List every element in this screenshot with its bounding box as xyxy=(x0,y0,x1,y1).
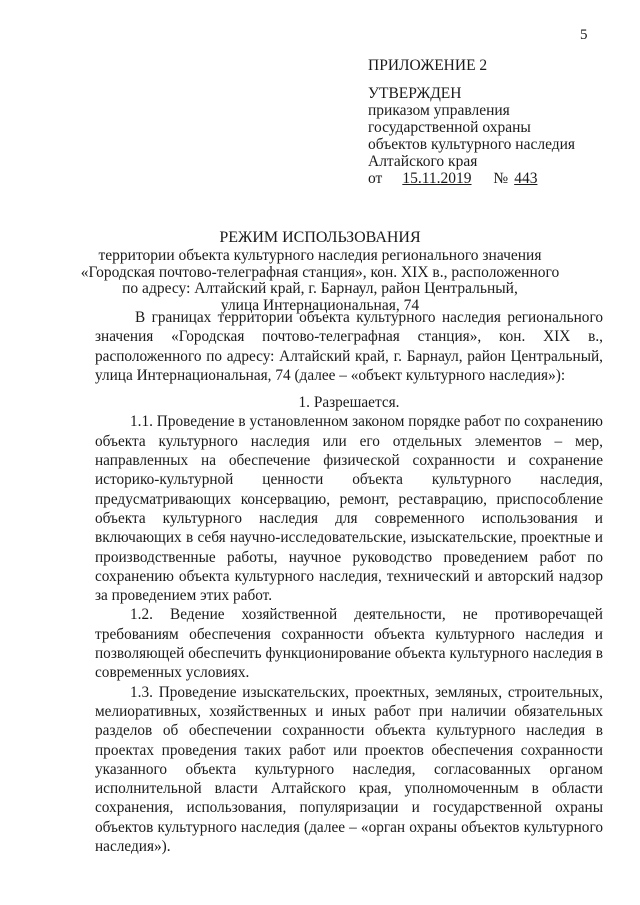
approval-line: объектов культурного наследия xyxy=(368,136,576,153)
appendix-label: ПРИЛОЖЕНИЕ 2 xyxy=(368,57,488,74)
number-prefix: № xyxy=(493,170,509,187)
document-title: РЕЖИМ ИСПОЛЬЗОВАНИЯ xyxy=(219,229,421,246)
item-paragraph: 1.3. Проведение изыскательских, проектных, земляных, строительных, мелиоративных, хозяйственных и иных работ при наличии обязательных разделов об обеспечении сохранности объекта культурного наследия в проектах проведения таких работ или проектов обеспечения сохранности указанного объекта культурного наследия, согласованных органом исполнительной власти Алтайского края, уполномоченным в области сохранения, использования, популяризации и государственной охраны объектов культурного наследия (далее – «орган охраны объектов культурного наследия»). xyxy=(95,683,603,856)
page-number: 5 xyxy=(580,27,588,43)
approval-number: 443 xyxy=(514,170,538,187)
subtitle-line: по адресу: Алтайский край, г. Барнаул, район Центральный, xyxy=(122,280,518,297)
section-heading: 1. Разрешается. xyxy=(298,394,400,412)
item-paragraph: 1.1. Проведение в установленном законом порядке работ по сохранению объекта культурного наследия или его отдельных элементов – мер, направленных на обеспечение физической сохранности и сохранение историко-культурной ценности объекта культурного наследия, предусматривающих консервацию, ремонт, реставрацию, приспособление объекта культурного наследия для современного использования и включающих в себя научно-исследовательские, изыскательские, проектные и производственные работы, научное руководство проведением работ по сохранению объекта культурного наследия, технический и авторский надзор за проведением этих работ. xyxy=(95,413,603,605)
subtitle-line: территории объекта культурного наследия регионального значения xyxy=(98,247,542,264)
approval-date-row xyxy=(368,170,633,187)
intro-paragraph: В границах территории объекта культурного наследия регионального значения «Городская почтово-телеграфная станция», кон. XIX в., расположенного по адресу: Алтайский край, г. Барнаул, район Центральный, улица Интернациональная, 74 (далее – «объект культурного наследия»): xyxy=(95,309,603,384)
document-body xyxy=(95,308,603,856)
item-paragraph: 1.2. Ведение хозяйственной деятельности, не противоречащей требованиям обеспечения сохранности объекта культурного наследия и позволяющей обеспечить функционирование объекта культурного наследия в современных условиях. xyxy=(95,606,603,682)
approval-date: 15.11.2019 xyxy=(402,170,472,187)
subtitle-line: «Городская почтово-телеграфная станция», кон. XIX в., расположенного xyxy=(80,263,560,281)
approval-line: Алтайского края xyxy=(368,153,478,170)
approval-block xyxy=(368,57,633,187)
approved-label: УТВЕРЖДЕН xyxy=(368,85,462,102)
approval-line: государственной охраны xyxy=(368,119,531,136)
document-heading xyxy=(80,228,560,314)
date-prefix: от xyxy=(368,170,383,187)
subtitle-line: улица Интернациональная, 74 xyxy=(220,296,420,314)
approval-line: приказом управления xyxy=(368,102,510,119)
